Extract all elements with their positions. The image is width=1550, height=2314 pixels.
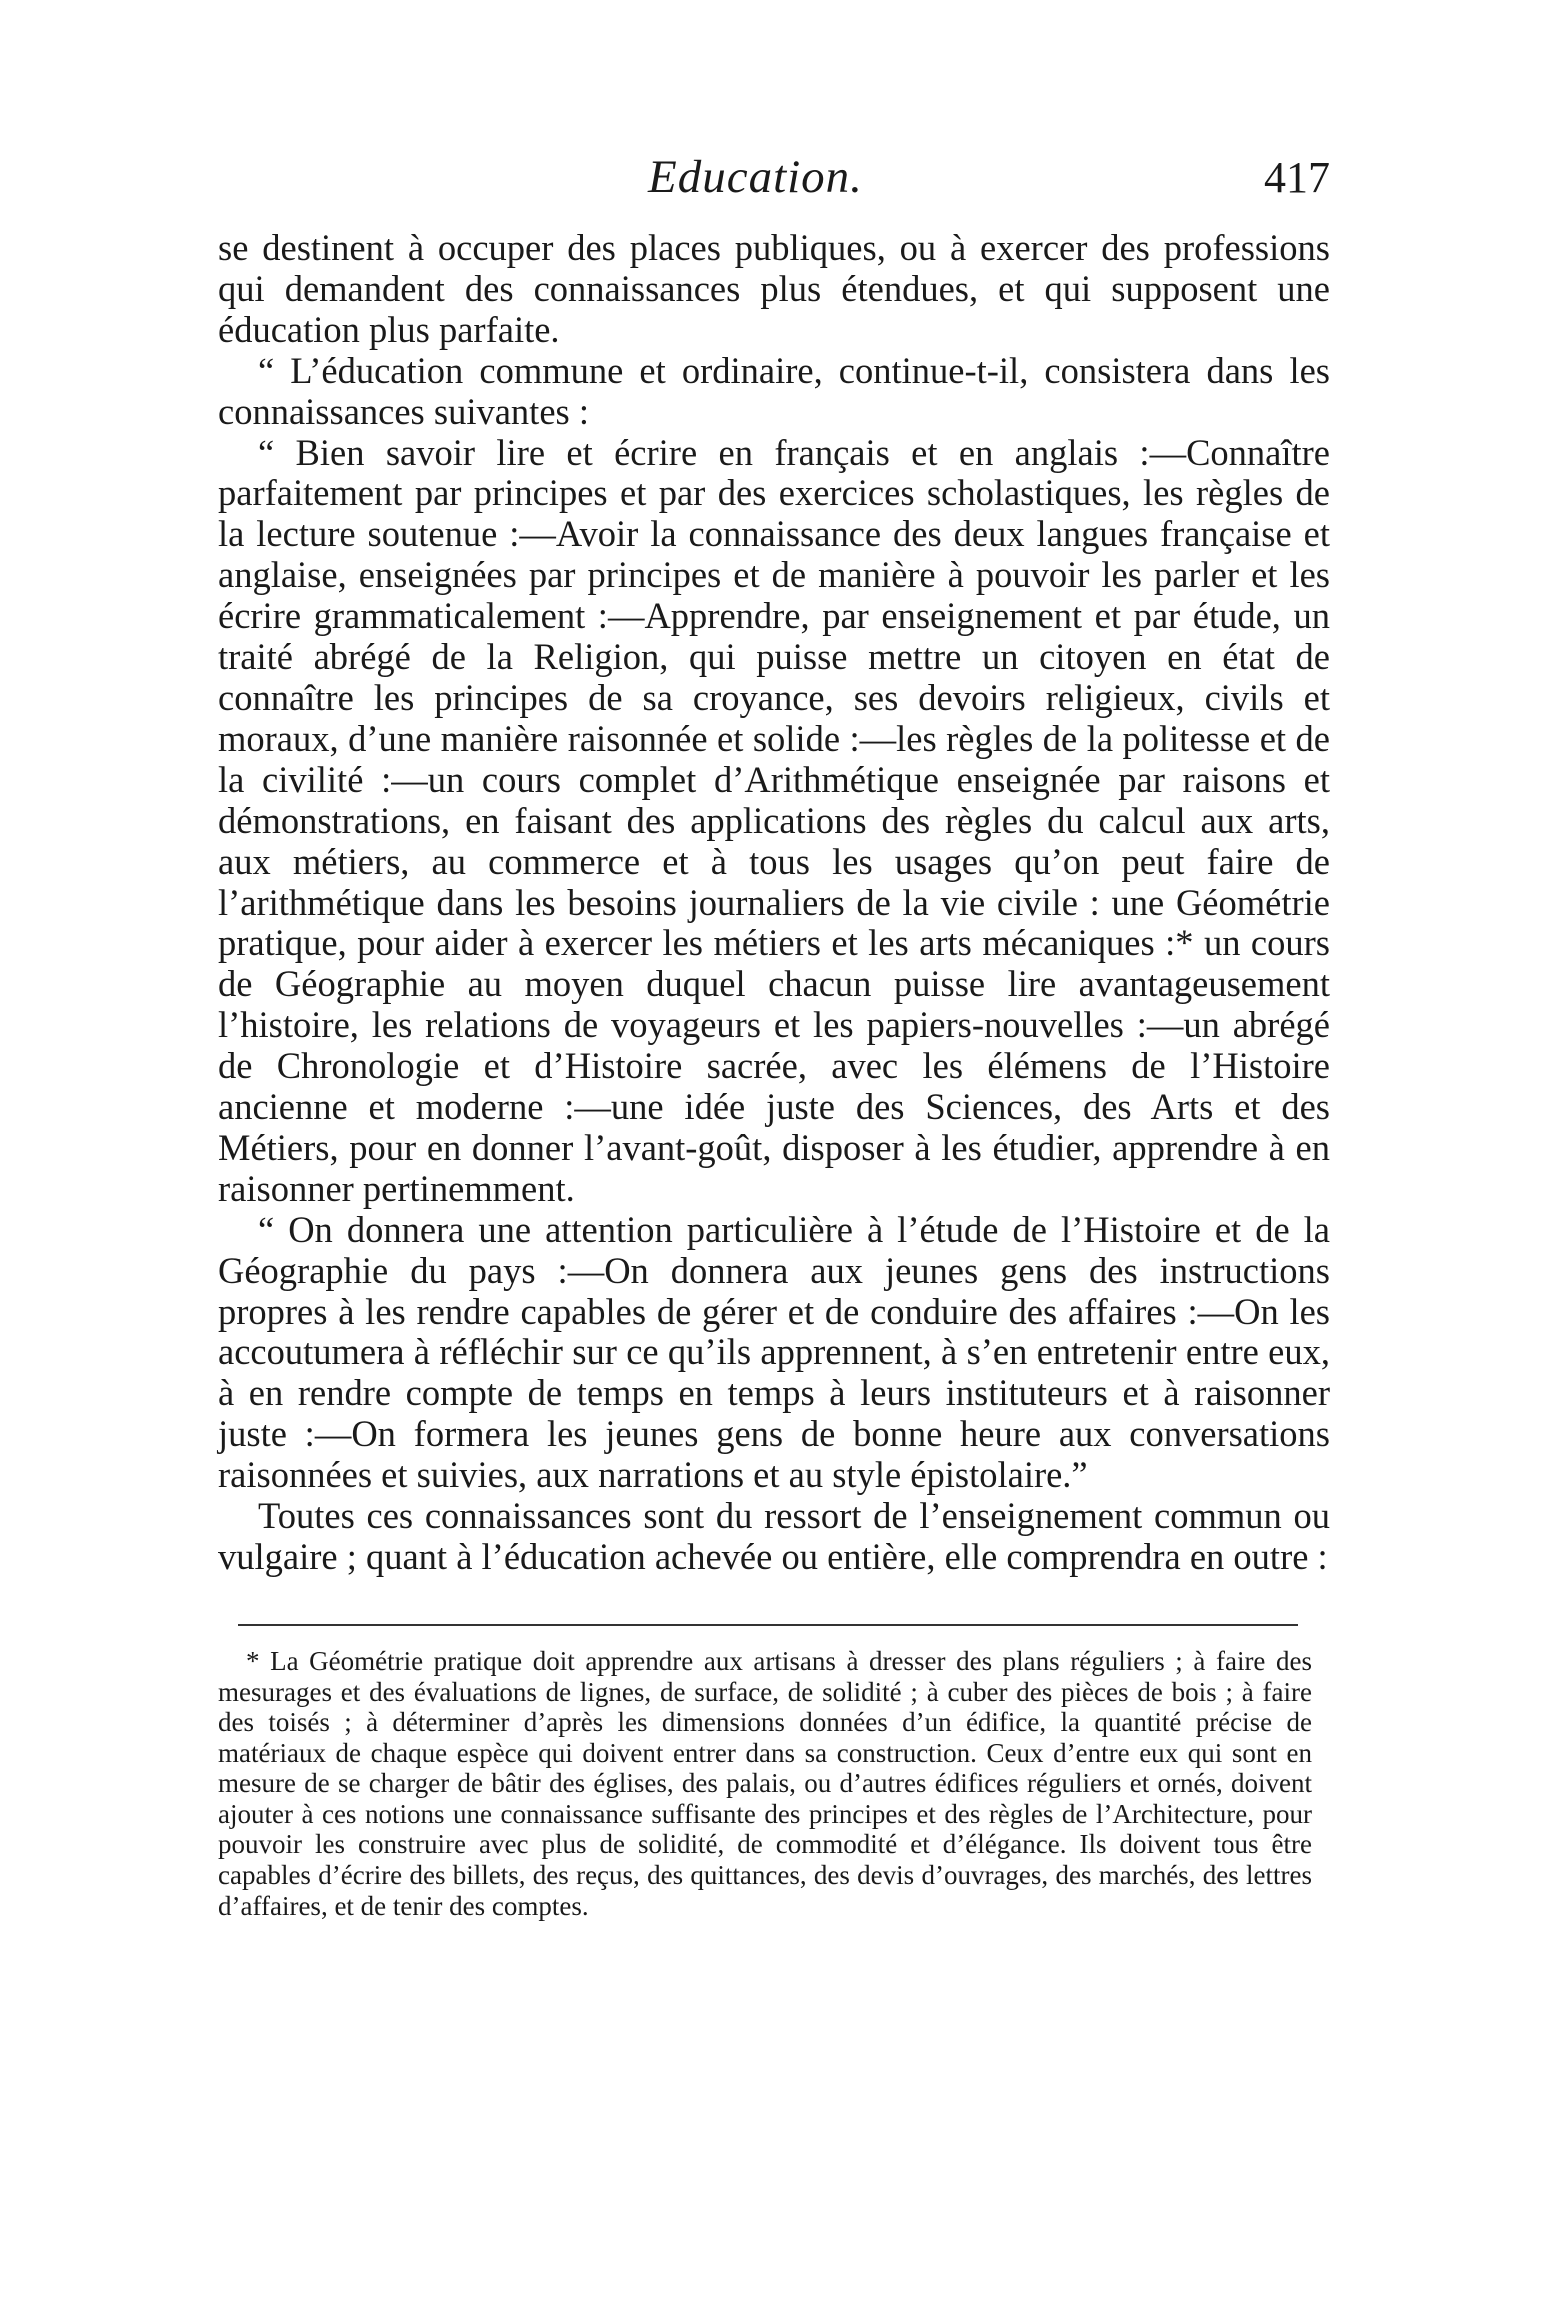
paragraph-quote-history: “ On donnera une attention particulière à l’étude de l’Histoire et de la Géographie du pays :—On donnera aux jeunes gens des instructions propres à les rendre capables de gérer et de conduire des affaires :—On les accoutumera à réfléchir sur ce qu’ils apprennent, à s’en entretenir entre eux, à en rendre compte de temps en temps à leurs instituteurs et à raisonner juste :—On formera les jeunes gens de bonne heure aux conversations raisonnées et suivies, aux narrations et au style épistolaire.” [218,1208,1330,1496]
paragraph-continuation: se destinent à occuper des places publiques, ou à exercer des professions qui demandent des connaissances plus étendues, et qui supposent une éducation plus parfaite. [218,227,1330,350]
running-title: Education. [648,151,863,203]
footnote-divider [238,1624,1298,1626]
body-text [218,228,1330,1578]
footnote: * La Géométrie pratique doit apprendre aux artisans à dresser des plans réguliers ; à faire des mesurages et des évaluations de lignes, de surface, de solidité ; à cuber des pièces de bois ; à faire des toisés ; à déterminer d’après les dimensions données d’un édifice, la quantité précise de matériaux de chaque espèce qui doivent entrer dans sa construction. Ceux d’entre eux qui sont en mesure de se charger de bâtir des églises, des palais, ou d’autres édifices réguliers et ornés, doivent ajouter à ces notions une connaissance suffisante des principes et des règles de l’Architecture, pour pouvoir les construire avec plus de solidité, de commodité et d’élégance. Ils doivent tous être capables d’écrire des billets, des reçus, des quittances, des devis d’ouvrages, des marchés, des lettres d’affaires, et de tenir des comptes. [218,1645,1312,1921]
paragraph-quote-curriculum: “ Bien savoir lire et écrire en français et en anglais :—Connaître parfaitement par principes et par des exercices scholastiques, les règles de la lecture soutenue :—Avoir la connaissance des deux langues française et anglaise, enseignées par principes et de manière à pouvoir les parler et les écrire grammaticalement :—Apprendre, par enseignement et par étude, un traité abrégé de la Religion, qui puisse mettre un citoyen en état de connaître les principes de sa croyance, ses devoirs religieux, civils et moraux, d’une manière raisonnée et solide :—les règles de la politesse et de la civilité :—un cours complet d’Arithmétique enseignée par raisons et démonstrations, en faisant des applications des règles du calcul aux arts, aux métiers, au commerce et à tous les usages qu’on peut faire de l’arithmétique dans les besoins journaliers de la vie civile : une Géométrie pratique, pour aider à exercer les métiers et les arts mécaniques :* un cours de Géographie au moyen duquel chacun puisse lire avantageusement l’histoire, les relations de voyageurs et les papiers-nouvelles :—un abrégé de Chronologie et d’Histoire sacrée, avec les élémens de l’Histoire ancienne et moderne :—une idée juste des Sciences, des Arts et des Métiers, pour en donner l’avant-goût, disposer à les étudier, apprendre à en raisonner pertinemment. [218,431,1330,1209]
running-head [218,150,1330,210]
page-number: 417 [1264,153,1330,202]
book-page [218,150,1330,1921]
paragraph-quote-intro: “ L’éducation commune et ordinaire, continue-t-il, consistera dans les connaissances suivantes : [218,349,1330,432]
paragraph-conclusion: Toutes ces connaissances sont du ressort de l’enseignement commun ou vulgaire ; quant à l’éducation achevée ou entière, elle comprendra en outre : [218,1495,1330,1577]
